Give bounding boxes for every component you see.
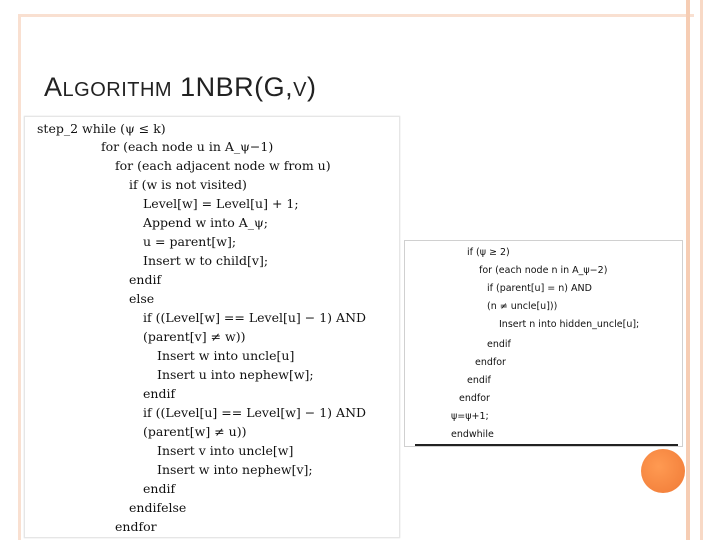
code-line: Insert w into nephew[v]; xyxy=(157,462,313,477)
code-line: endif xyxy=(487,339,511,350)
code-line: (n ≠ uncle[u])) xyxy=(487,301,558,312)
code-line: endwhile xyxy=(451,429,494,440)
code-line: Insert n into hidden_uncle[u]; xyxy=(499,319,640,330)
code-line: Insert w into uncle[u] xyxy=(157,348,295,363)
code-line: step_2 while (ψ ≤ k) xyxy=(37,121,166,136)
decorative-orange-circle xyxy=(641,449,685,493)
code-line: u = parent[w]; xyxy=(143,234,237,249)
code-line: endif xyxy=(467,375,491,386)
decorative-rail-right xyxy=(686,0,690,540)
code-line: Level[w] = Level[u] + 1; xyxy=(143,196,299,211)
code-line: for (each node n in A_ψ−2) xyxy=(479,265,608,276)
decorative-rail-left xyxy=(18,14,21,540)
code-line: (parent[w] ≠ u)) xyxy=(143,424,247,439)
code-line: endif xyxy=(143,481,176,496)
code-line: if (parent[u] = n) AND xyxy=(487,283,592,294)
code-line: for (each node u in A_ψ−1) xyxy=(101,139,274,154)
code-line: else xyxy=(129,291,155,306)
decorative-rail-top xyxy=(18,14,694,17)
code-bottom-rule xyxy=(415,444,678,446)
code-line: endfor xyxy=(115,519,157,534)
slide-title xyxy=(44,72,316,103)
algorithm-code-left xyxy=(24,116,400,538)
code-line: endfor xyxy=(459,393,490,404)
code-line: Insert v into uncle[w] xyxy=(157,443,294,458)
decorative-rail-right-inner xyxy=(700,0,703,540)
code-line: ψ=ψ+1; xyxy=(451,411,489,422)
code-line: Append w into A_ψ; xyxy=(143,215,268,230)
code-line: endfor xyxy=(475,357,506,368)
algorithm-code-right xyxy=(404,240,683,447)
code-line: endifelse xyxy=(129,500,187,515)
code-line: (parent[v] ≠ w)) xyxy=(143,329,246,344)
title-small-caps: LGORITHM xyxy=(62,79,173,101)
code-line: Insert u into nephew[w]; xyxy=(157,367,314,382)
title-cap: A xyxy=(44,72,63,102)
code-line: endif xyxy=(129,272,162,287)
code-line: if (ψ ≥ 2) xyxy=(467,247,510,258)
code-line: if (w is not visited) xyxy=(129,177,247,192)
code-line: if ((Level[u] == Level[w] − 1) AND xyxy=(143,405,367,420)
code-line: Insert w to child[v]; xyxy=(143,253,269,268)
code-line: if ((Level[w] == Level[u] − 1) AND xyxy=(143,310,367,325)
code-line: for (each adjacent node w from u) xyxy=(115,158,331,173)
code-line: endif xyxy=(143,386,176,401)
title-rest: 1NBR(G, xyxy=(172,72,294,102)
title-small-caps-2: V xyxy=(293,79,307,101)
title-end: ) xyxy=(306,72,317,102)
